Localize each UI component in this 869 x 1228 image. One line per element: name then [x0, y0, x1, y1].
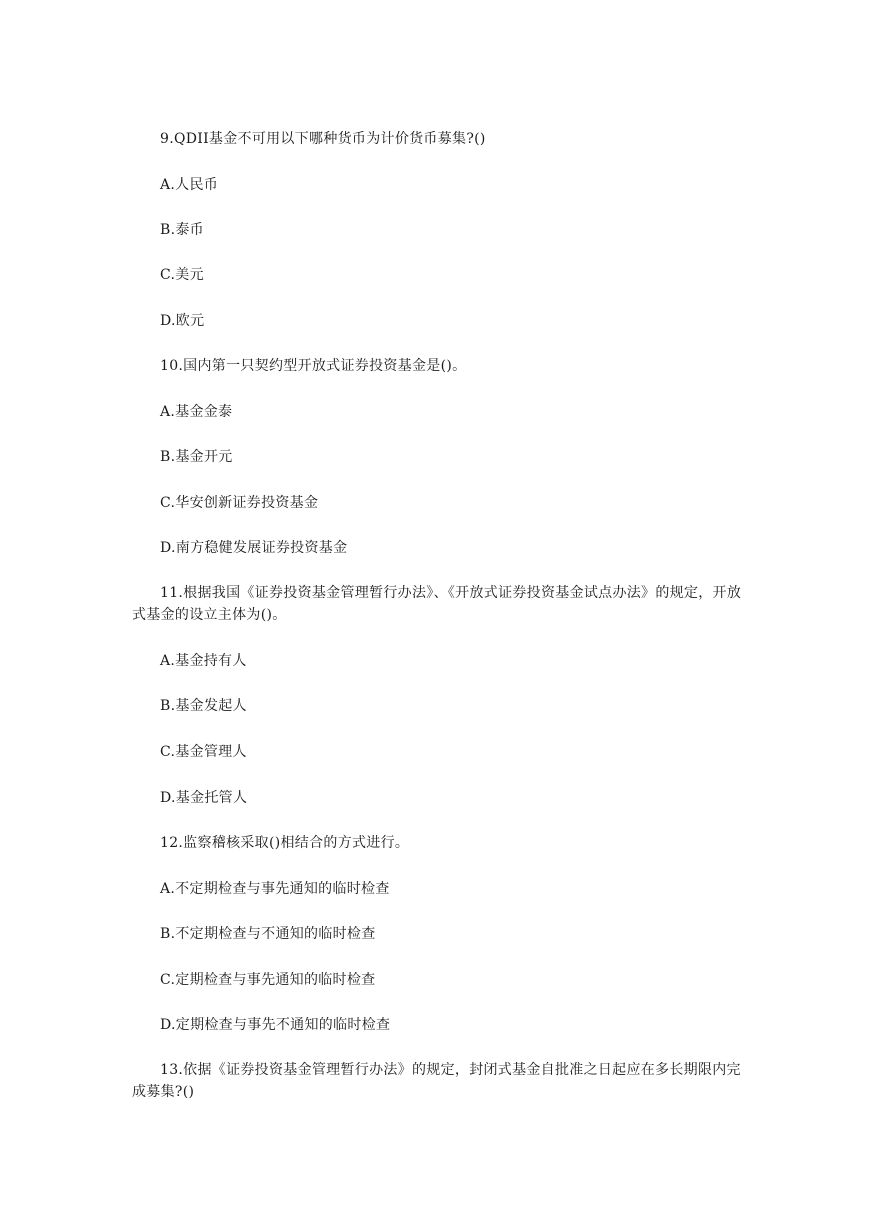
question-9-option-c: C.美元 — [160, 267, 204, 283]
question-13-text — [132, 1059, 742, 1103]
question-9-option-b: B.泰币 — [160, 222, 204, 238]
question-9-option-a: A.人民币 — [160, 177, 219, 193]
question-11-text-content: 11.根据我国《证券投资基金管理暂行办法》、《开放式证券投资基金试点办法》的规定，开放式基金的设立主体为()。 — [132, 585, 742, 623]
question-11-option-b: B.基金发起人 — [160, 698, 247, 714]
question-9-text: 9.QDII基金不可用以下哪种货币为计价货币募集?() — [160, 131, 486, 147]
question-11-option-a: A.基金持有人 — [160, 653, 247, 669]
question-10-option-c: C.华安创新证券投资基金 — [160, 495, 319, 511]
question-10-text: 10.国内第一只契约型开放式证券投资基金是()。 — [160, 358, 467, 374]
question-10-option-a: A.基金金泰 — [160, 404, 233, 420]
question-12-text: 12.监察稽核采取()相结合的方式进行。 — [160, 835, 410, 851]
question-12-option-b: B.不定期检查与不通知的临时检查 — [160, 926, 376, 942]
question-11-text — [132, 582, 742, 626]
question-9-option-d: D.欧元 — [160, 313, 205, 329]
question-10-option-b: B.基金开元 — [160, 449, 233, 465]
question-13-text-content: 13.依据《证券投资基金管理暂行办法》的规定，封闭式基金自批准之日起应在多长期限内完成募集?() — [132, 1062, 741, 1100]
question-12-option-c: C.定期检查与事先通知的临时检查 — [160, 972, 376, 988]
question-11-option-d: D.基金托管人 — [160, 790, 248, 806]
question-10-option-d: D.南方稳健发展证券投资基金 — [160, 540, 348, 556]
question-11-option-c: C.基金管理人 — [160, 744, 247, 760]
question-12-option-a: A.不定期检查与事先通知的临时检查 — [160, 881, 390, 897]
question-12-option-d: D.定期检查与事先不通知的临时检查 — [160, 1017, 391, 1033]
